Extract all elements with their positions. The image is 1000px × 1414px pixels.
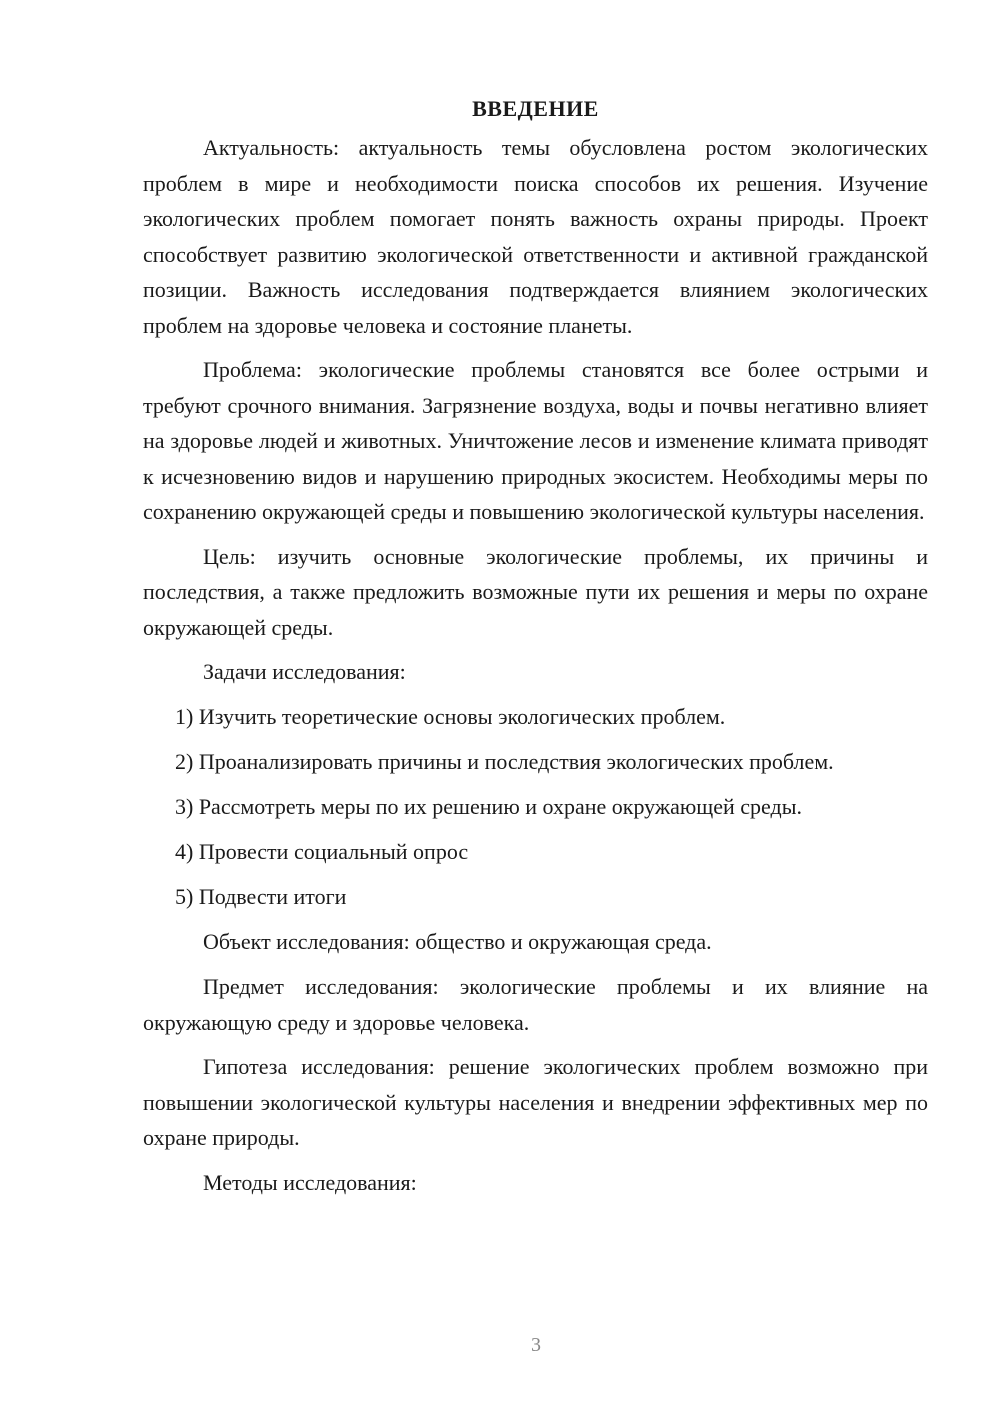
paragraph-goal: Цель: изучить основные экологические проблемы, их причины и последствия, а также предложить возможные пути их решения и меры по охране окружающей среды.: [143, 543, 928, 640]
tasks-heading: Задачи исследования:: [203, 659, 406, 684]
section-title: ВВЕДЕНИЕ: [472, 96, 599, 121]
list-item: 4) Провести социальный опрос: [175, 839, 469, 864]
paragraph-problem: Проблема: экологические проблемы становятся все более острыми и требуют срочного внимания. Загрязнение воздуха, воды и почвы негативно влияет на здоровье людей и животных. Уничтожение лесов и изменение климата приводят к исчезновению видов и нарушению природных экосистем. Необходимы меры по сохранению окружающей среды и повышению экологической культуры населения.: [143, 357, 928, 524]
list-item: 3) Рассмотреть меры по их решению и охране окружающей среды.: [175, 794, 802, 819]
paragraph-subject: Предмет исследования: экологические проблемы и их влияние на окружающую среду и здоровье человека.: [143, 974, 928, 1035]
paragraph-hypothesis: Гипотеза исследования: решение экологических проблем возможно при повышении экологической культуры населения и внедрении эффективных мер по охране природы.: [143, 1054, 928, 1150]
list-item: 1) Изучить теоретические основы экологических проблем.: [175, 704, 726, 729]
list-item: 2) Проанализировать причины и последствия экологических проблем.: [175, 749, 834, 774]
methods-heading: Методы исследования:: [203, 1169, 417, 1195]
paragraph-object: Объект исследования: общество и окружающая среда.: [203, 929, 712, 954]
list-item: 5) Подвести итоги: [175, 884, 347, 909]
document-page: [143, 94, 928, 1210]
tasks-list: [143, 699, 928, 915]
paragraph-relevance: Актуальность: актуальность темы обусловлена ростом экологических проблем в мире и необходимости поиска способов их решения. Изучение экологических проблем помогает понять важность охраны природы. Проект способствует развитию экологической ответственности и активной гражданской позиции. Важность исследования подтверждается влиянием экологических проблем на здоровье человека и состояние планеты.: [143, 135, 928, 338]
page-number: 3: [531, 1334, 541, 1356]
